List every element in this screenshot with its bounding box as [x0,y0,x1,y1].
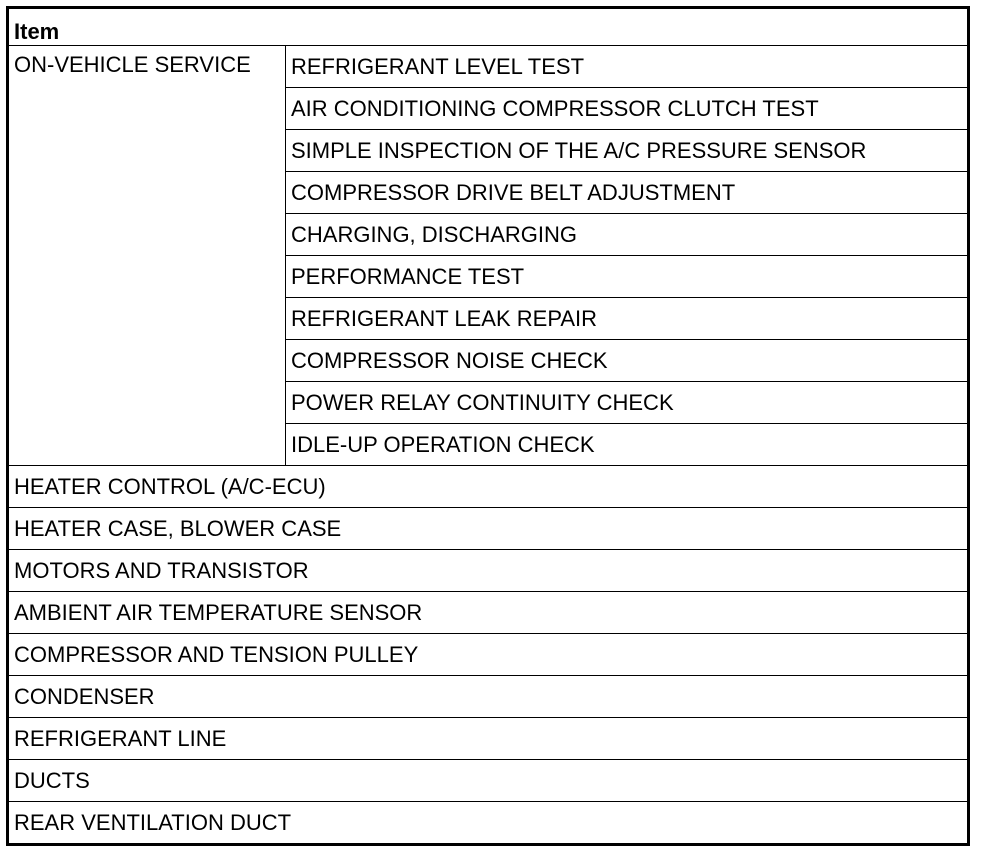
on-vehicle-service-cell: ON-VEHICLE SERVICE [8,46,286,466]
table-row [8,592,969,634]
table-row [8,46,969,88]
subitem-cell: SIMPLE INSPECTION OF THE A/C PRESSURE SENSOR [286,130,969,172]
subitem-cell: IDLE-UP OPERATION CHECK [286,424,969,466]
item-table [6,6,970,846]
table-row [8,466,969,508]
item-cell: AMBIENT AIR TEMPERATURE SENSOR [8,592,969,634]
subitem-cell: REFRIGERANT LEVEL TEST [286,46,969,88]
table-row [8,802,969,845]
table-row [8,718,969,760]
subitem-cell: REFRIGERANT LEAK REPAIR [286,298,969,340]
item-cell: HEATER CASE, BLOWER CASE [8,508,969,550]
table-row [8,550,969,592]
table-row [8,760,969,802]
table-row [8,508,969,550]
item-cell: CONDENSER [8,676,969,718]
item-cell: REAR VENTILATION DUCT [8,802,969,845]
item-cell: HEATER CONTROL (A/C-ECU) [8,466,969,508]
table-row [8,634,969,676]
item-cell: DUCTS [8,760,969,802]
item-cell: COMPRESSOR AND TENSION PULLEY [8,634,969,676]
header-row [8,8,969,46]
subitem-cell: AIR CONDITIONING COMPRESSOR CLUTCH TEST [286,88,969,130]
subitem-cell: PERFORMANCE TEST [286,256,969,298]
subitem-cell: POWER RELAY CONTINUITY CHECK [286,382,969,424]
table-row [8,676,969,718]
header-item: Item [8,8,969,46]
item-cell: MOTORS AND TRANSISTOR [8,550,969,592]
subitem-cell: COMPRESSOR DRIVE BELT ADJUSTMENT [286,172,969,214]
subitem-cell: COMPRESSOR NOISE CHECK [286,340,969,382]
item-cell: REFRIGERANT LINE [8,718,969,760]
subitem-cell: CHARGING, DISCHARGING [286,214,969,256]
